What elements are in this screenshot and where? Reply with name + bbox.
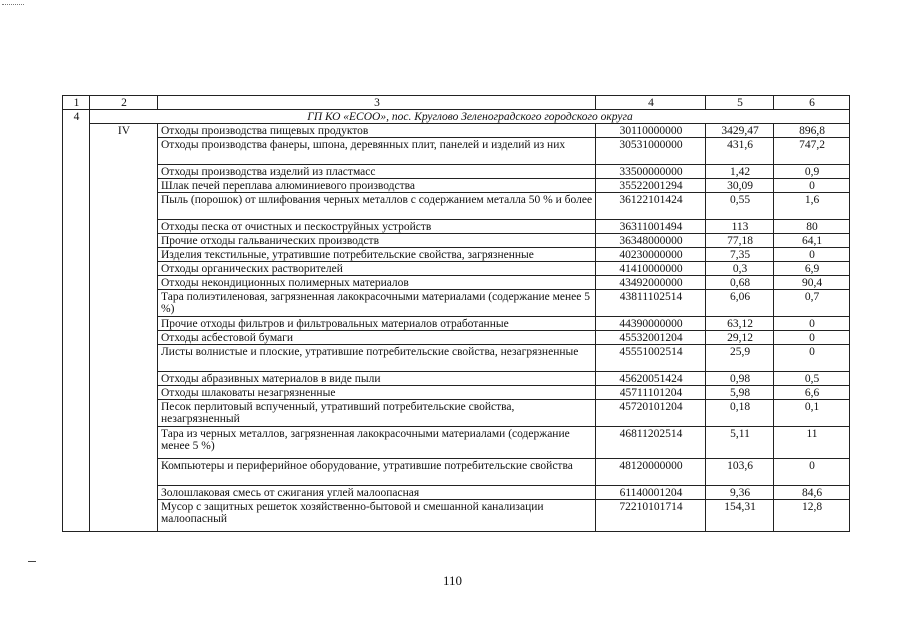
table-row — [63, 138, 850, 165]
amount-cell: 3429,47 — [706, 124, 774, 138]
amount-cell: 0,18 — [706, 400, 774, 427]
amount-cell: 90,4 — [774, 276, 850, 290]
waste-code-cell: 35522001294 — [596, 179, 706, 193]
amount-cell: 0,68 — [706, 276, 774, 290]
waste-code-cell: 33500000000 — [596, 165, 706, 179]
amount-cell: 0,9 — [774, 165, 850, 179]
table-row — [63, 276, 850, 290]
waste-code-cell: 36311001494 — [596, 220, 706, 234]
amount-cell: 29,12 — [706, 331, 774, 345]
waste-code-cell: 30531000000 — [596, 138, 706, 165]
waste-code-cell: 36122101424 — [596, 193, 706, 220]
waste-name-cell: Отходы производства пищевых продуктов — [158, 124, 596, 138]
amount-cell: 0,1 — [774, 400, 850, 427]
table-row — [63, 165, 850, 179]
amount-cell: 0 — [774, 179, 850, 193]
table-row — [63, 331, 850, 345]
amount-cell: 113 — [706, 220, 774, 234]
waste-name-cell: Отходы некондиционных полимерных материалов — [158, 276, 596, 290]
amount-cell: 5,98 — [706, 386, 774, 400]
amount-cell: 0 — [774, 248, 850, 262]
amount-cell: 0,55 — [706, 193, 774, 220]
waste-name-cell: Отходы органических растворителей — [158, 262, 596, 276]
amount-cell: 0,3 — [706, 262, 774, 276]
amount-cell: 1,6 — [774, 193, 850, 220]
amount-cell: 25,9 — [706, 345, 774, 372]
waste-table — [62, 95, 850, 532]
waste-name-cell: Шлак печей переплава алюминиевого производства — [158, 179, 596, 193]
waste-name-cell: Пыль (порошок) от шлифования черных металлов с содержанием металла 50 % и более — [158, 193, 596, 220]
amount-cell: 154,31 — [706, 500, 774, 532]
amount-cell: 0 — [774, 459, 850, 486]
table-row — [63, 486, 850, 500]
waste-name-cell: Мусор с защитных решеток хозяйственно-бытовой и смешанной канализации малоопасный — [158, 500, 596, 532]
scan-mark-left — [28, 561, 36, 562]
column-header: 3 — [158, 96, 596, 110]
hazard-class-cell: IV — [90, 124, 158, 532]
waste-name-cell: Золошлаковая смесь от сжигания углей малоопасная — [158, 486, 596, 500]
amount-cell: 431,6 — [706, 138, 774, 165]
column-header: 4 — [596, 96, 706, 110]
amount-cell: 11 — [774, 427, 850, 459]
page-number: 110 — [442, 573, 463, 588]
table-row — [63, 372, 850, 386]
waste-name-cell: Тара полиэтиленовая, загрязненная лакокрасочными материалами (содержание менее 5 %) — [158, 290, 596, 317]
amount-cell: 64,1 — [774, 234, 850, 248]
table-row — [63, 427, 850, 459]
waste-name-cell: Отходы производства изделий из пластмасс — [158, 165, 596, 179]
scan-mark-top — [2, 4, 24, 5]
waste-name-cell: Отходы песка от очистных и пескоструйных устройств — [158, 220, 596, 234]
waste-name-cell: Компьютеры и периферийное оборудование, утратившие потребительские свойства — [158, 459, 596, 486]
table-body — [63, 110, 850, 532]
amount-cell: 103,6 — [706, 459, 774, 486]
amount-cell: 5,11 — [706, 427, 774, 459]
waste-code-cell: 48120000000 — [596, 459, 706, 486]
waste-name-cell: Отходы производства фанеры, шпона, деревянных плит, панелей и изделий из них — [158, 138, 596, 165]
waste-code-cell: 45551002514 — [596, 345, 706, 372]
table-row — [63, 317, 850, 331]
table-row — [63, 124, 850, 138]
amount-cell: 0,5 — [774, 372, 850, 386]
amount-cell: 0 — [774, 331, 850, 345]
table-row — [63, 234, 850, 248]
waste-code-cell: 41410000000 — [596, 262, 706, 276]
waste-code-cell: 45620051424 — [596, 372, 706, 386]
waste-name-cell: Отходы асбестовой бумаги — [158, 331, 596, 345]
amount-cell: 0 — [774, 317, 850, 331]
amount-cell: 0,7 — [774, 290, 850, 317]
amount-cell: 63,12 — [706, 317, 774, 331]
column-header: 6 — [774, 96, 850, 110]
amount-cell: 12,8 — [774, 500, 850, 532]
waste-code-cell: 45720101204 — [596, 400, 706, 427]
amount-cell: 6,6 — [774, 386, 850, 400]
waste-name-cell: Прочие отходы гальванических производств — [158, 234, 596, 248]
waste-code-cell: 61140001204 — [596, 486, 706, 500]
column-header: 2 — [90, 96, 158, 110]
waste-name-cell: Прочие отходы фильтров и фильтровальных материалов отработанные — [158, 317, 596, 331]
amount-cell: 9,36 — [706, 486, 774, 500]
amount-cell: 747,2 — [774, 138, 850, 165]
amount-cell: 6,06 — [706, 290, 774, 317]
waste-code-cell: 43811102514 — [596, 290, 706, 317]
waste-name-cell: Отходы шлаковаты незагрязненные — [158, 386, 596, 400]
waste-code-cell: 30110000000 — [596, 124, 706, 138]
region-row — [63, 110, 850, 124]
table-row — [63, 179, 850, 193]
table-row — [63, 262, 850, 276]
waste-name-cell: Песок перлитовый вспученный, утративший потребительские свойства, незагрязненный — [158, 400, 596, 427]
table-row — [63, 220, 850, 234]
amount-cell: 80 — [774, 220, 850, 234]
amount-cell: 0,98 — [706, 372, 774, 386]
amount-cell: 0 — [774, 345, 850, 372]
waste-code-cell: 46811202514 — [596, 427, 706, 459]
waste-code-cell: 72210101714 — [596, 500, 706, 532]
waste-code-cell: 44390000000 — [596, 317, 706, 331]
amount-cell: 7,35 — [706, 248, 774, 262]
amount-cell: 6,9 — [774, 262, 850, 276]
waste-name-cell: Изделия текстильные, утратившие потребительские свойства, загрязненные — [158, 248, 596, 262]
amount-cell: 30,09 — [706, 179, 774, 193]
amount-cell: 896,8 — [774, 124, 850, 138]
table-row — [63, 193, 850, 220]
table-row — [63, 290, 850, 317]
waste-code-cell: 40230000000 — [596, 248, 706, 262]
amount-cell: 77,18 — [706, 234, 774, 248]
amount-cell: 1,42 — [706, 165, 774, 179]
waste-code-cell: 45711101204 — [596, 386, 706, 400]
table-row — [63, 459, 850, 486]
amount-cell: 84,6 — [774, 486, 850, 500]
column-header: 5 — [706, 96, 774, 110]
column-header: 1 — [63, 96, 90, 110]
table-row — [63, 386, 850, 400]
waste-name-cell: Отходы абразивных материалов в виде пыли — [158, 372, 596, 386]
waste-code-cell: 45532001204 — [596, 331, 706, 345]
table-row — [63, 500, 850, 532]
region-title: ГП КО «ЕСОО», пос. Круглово Зеленоградского городского округа — [90, 110, 850, 124]
waste-code-cell: 43492000000 — [596, 276, 706, 290]
table-row — [63, 345, 850, 372]
waste-name-cell: Тара из черных металлов, загрязненная лакокрасочными материалами (содержание менее 5 %) — [158, 427, 596, 459]
column-number-row — [63, 96, 850, 110]
table-row — [63, 248, 850, 262]
waste-name-cell: Листы волнистые и плоские, утратившие потребительские свойства, незагрязненные — [158, 345, 596, 372]
region-number: 4 — [63, 110, 90, 532]
waste-code-cell: 36348000000 — [596, 234, 706, 248]
table-row — [63, 400, 850, 427]
